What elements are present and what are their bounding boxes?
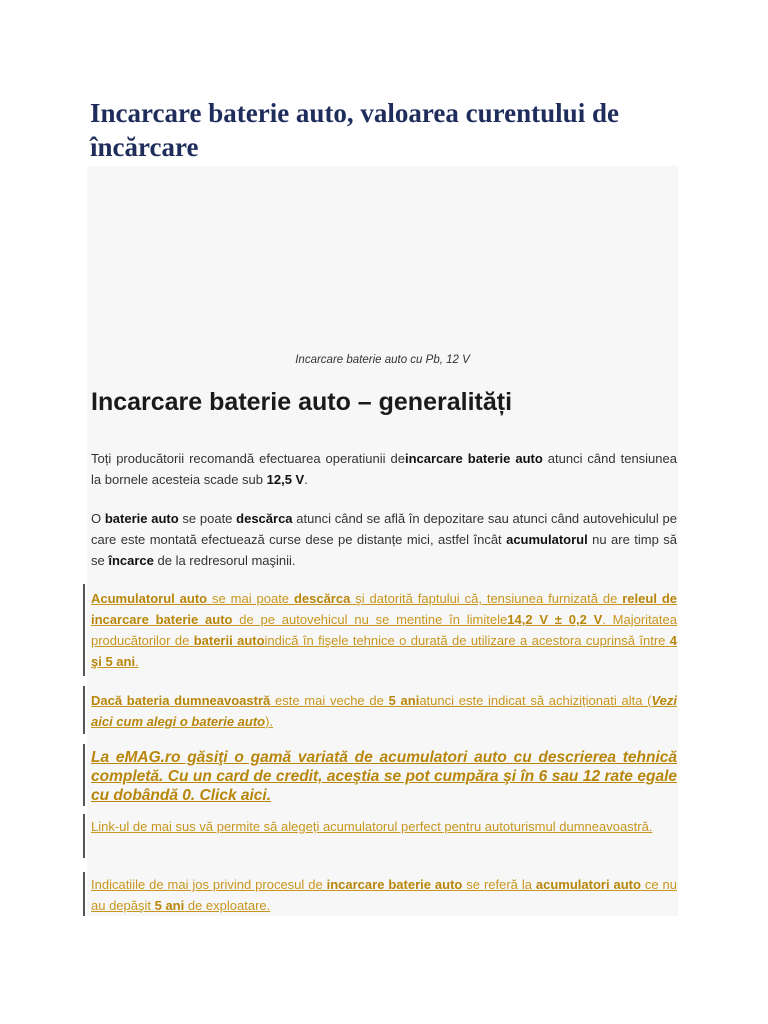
intro-paragraph: Toți producătorii recomandă efectuarea operatiunii deincarcare baterie auto atunci când tensiunea la bornele acesteia scade sub 12,5 V. bbox=[91, 451, 677, 487]
quote-bar bbox=[83, 744, 85, 806]
section-heading: Incarcare baterie auto – generalități bbox=[91, 388, 513, 416]
choose-battery-link[interactable]: Vezi aici cum alegi o baterie auto bbox=[91, 693, 678, 729]
content-panel bbox=[87, 166, 678, 916]
callout-charging-note[interactable]: Indicatiile de mai jos privind procesul de incarcare baterie auto se referă la acumulatori auto ce nu au depăşit 5 ani de exploatare. bbox=[91, 877, 677, 913]
quote-bar bbox=[83, 814, 85, 858]
callout-link-note[interactable]: Link-ul de mai sus vă permite să alegeți acumulatorul perfect pentru autoturismul dumneavoastră. bbox=[91, 819, 653, 834]
page-title: Incarcare baterie auto, valoarea curentului de încărcare bbox=[90, 98, 619, 162]
quote-bar bbox=[83, 686, 85, 734]
quote-bar bbox=[83, 872, 85, 916]
discharge-paragraph: O baterie auto se poate descărca atunci când se află în depozitare sau atunci când autovehiculul pe care este montată efectuează curse dese pe distanțe mici, astfel încât acumulatorul nu are timp să se încarce de la redresorul maşinii. bbox=[91, 511, 677, 568]
quote-bar bbox=[83, 584, 85, 676]
callout-old-battery[interactable]: Dacă bateria dumneavoastră este mai veche de 5 aniatunci este indicat să achiziționati alta (Vezi aici cum alegi o baterie auto). bbox=[91, 693, 678, 729]
emag-promo-link[interactable]: La eMAG.ro găsiţi o gamă variată de acumulatori auto cu descrierea tehnică completă. Cu un card de credit, aceştia se pot cumpăra şi în 6 sau 12 rate egale cu dobândă 0. Click aici. bbox=[91, 749, 677, 804]
image-caption: Incarcare baterie auto cu Pb, 12 V bbox=[295, 354, 470, 366]
callout-alternator[interactable]: Acumulatorul auto se mai poate descărca şi datorită faptului că, tensiunea furnizată de releul de incarcare baterie auto de pe autovehicul nu se mentine în limitele14,2 V ± 0,2 V. Majoritatea producătorilor de baterii autoindică în fişele tehnice o durată de utilizare a acestora cuprinsă între 4 şi 5 ani. bbox=[91, 591, 678, 669]
